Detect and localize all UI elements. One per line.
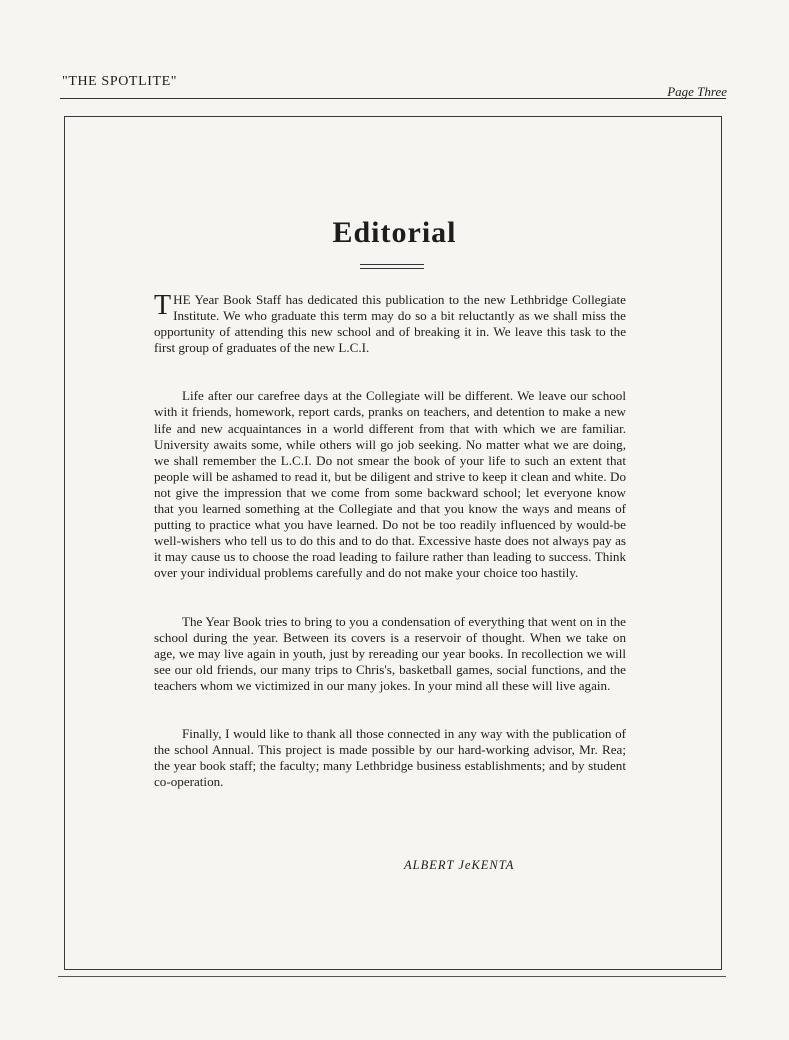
editorial-body (154, 292, 626, 822)
paragraph-1-text: HE Year Book Staff has dedicated this publication to the new Lethbridge Collegiate Institute. We who graduate this term may do so a bit reluctantly as we shall miss the opportunity of attending this new school and of breaking it in. We leave this task to the first group of graduates of the new L.C.I. (154, 292, 626, 356)
paragraph-4: Finally, I would like to thank all those connected in any way with the publication of the school Annual. This project is made possible by our hard-working advisor, Mr. Rea; the year book staff; the faculty; many Lethbridge business establishments; and by student co-operation. (154, 725, 626, 790)
page-number: Page Three (667, 84, 727, 99)
bottom-divider (58, 976, 726, 977)
paragraph-3: The Year Book tries to bring to you a condensation of everything that went on in the school during the year. Between its covers is a reservoir of thought. When we take on age, we may live again in youth, just by rereading our year books. In recollection we will see our old friends, our many trips to Chris's, basketball games, social functions, and the teachers whom we victimized in our many jokes. In your mind all these will live again. (154, 613, 626, 693)
title-divider (360, 264, 424, 269)
paragraph-2: Life after our carefree days at the Collegiate will be different. We leave our school with it friends, homework, report cards, pranks on teachers, and detention to make a new life and new acquaintances in a world different from that with which we are familiar. University awaits some, while others will go job seeking. No matter what we are doing, we shall remember the L.C.I. Do not smear the book of your life to such an extent that people will be ashamed to read it, but be diligent and strive to keep it clean and white. Do not give the impression that we come from some backward school; let everyone know that you learned something at the Collegiate and that you know the ways and means of putting to practice what you have learned. Do not be too readily influenced by would-be well-wishers who tell us to do this and to do that. Excessive haste does not always pay as it may cause us to choose the road leading to failure rather than leading to success. Think over your individual problems carefully and do not make your choice too hastily. (154, 388, 626, 581)
author-signature: ALBERT JeKENTA (404, 858, 515, 872)
publication-name: "THE SPOTLITE" (62, 74, 178, 89)
editorial-title: Editorial (332, 216, 457, 249)
drop-cap: T (154, 290, 172, 321)
paragraph-1 (154, 292, 626, 356)
header-divider (60, 98, 726, 99)
